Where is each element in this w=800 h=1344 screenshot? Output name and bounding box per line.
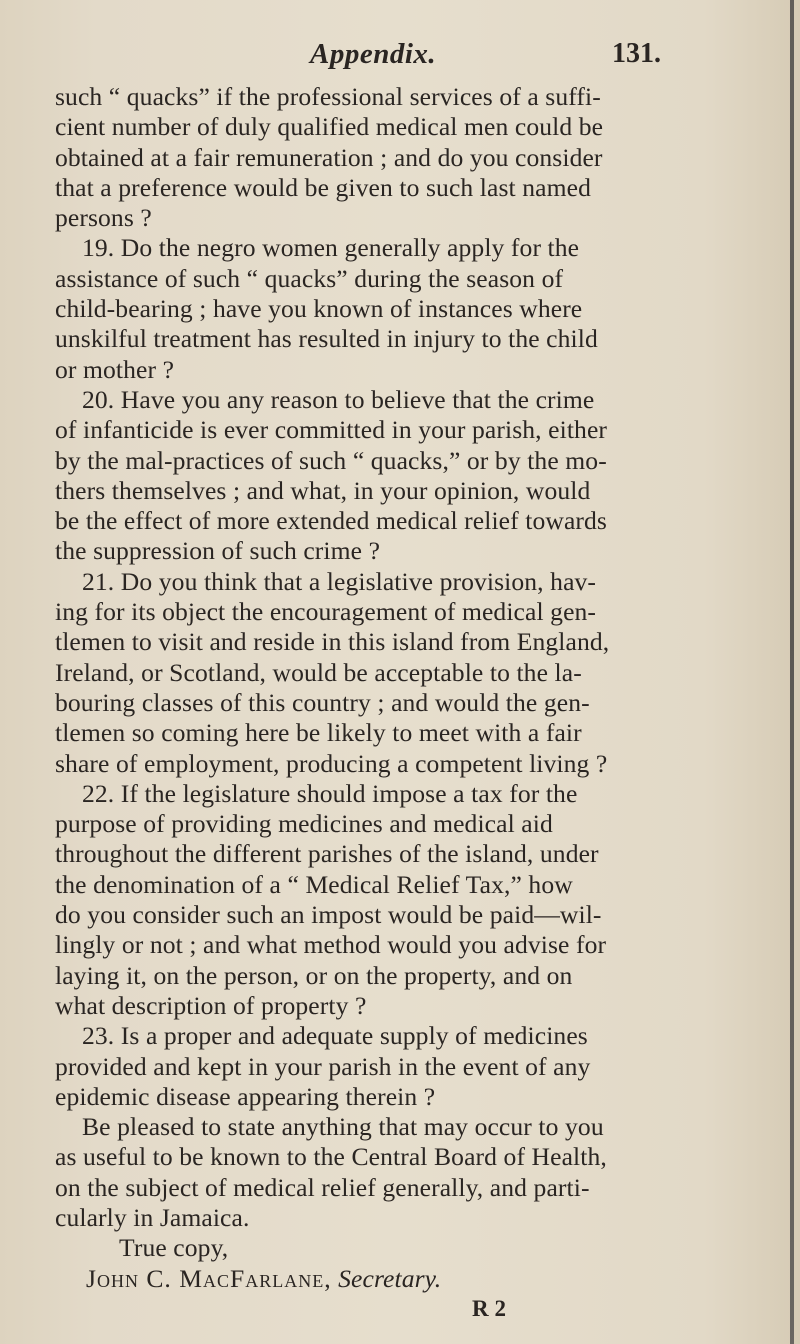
text-line: by the mal-practices of such “ quacks,” or by the mo- xyxy=(55,445,607,475)
text-line: on the subject of medical relief generally, and parti- xyxy=(55,1172,590,1202)
text-line: ing for its object the encouragement of medical gen- xyxy=(55,597,597,627)
text-line: what description of property ? xyxy=(55,990,367,1020)
body-text xyxy=(55,82,767,1324)
text-line: lingly or not ; and what method would you advise for xyxy=(55,930,607,960)
text-line: do you consider such an impost would be paid—wil- xyxy=(55,900,602,930)
text-line: or mother ? xyxy=(55,354,175,384)
question-20-start: 20. Have you any reason to believe that the crime xyxy=(82,384,595,414)
text-line: tlemen to visit and reside in this island from England, xyxy=(55,627,610,657)
text-line: the denomination of a “ Medical Relief Tax,” how xyxy=(55,869,573,899)
text-line: the suppression of such crime ? xyxy=(55,536,381,566)
text-line: cient number of duly qualified medical men could be xyxy=(55,112,604,142)
text-line: provided and kept in your parish in the event of any xyxy=(55,1051,591,1081)
signature-line xyxy=(55,1264,767,1294)
text-line: Ireland, or Scotland, would be acceptable to the la- xyxy=(55,657,582,687)
text-line: that a preference would be given to such last named xyxy=(55,172,591,202)
question-19-start: 19. Do the negro women generally apply for the xyxy=(82,233,580,263)
text-line: thers themselves ; and what, in your opinion, would xyxy=(55,475,591,505)
text-line: purpose of providing medicines and medical aid xyxy=(55,809,553,839)
text-line: share of employment, producing a competent living ? xyxy=(55,748,608,778)
text-line: as useful to be known to the Central Board of Health, xyxy=(55,1142,607,1172)
question-21-start: 21. Do you think that a legislative provision, hav- xyxy=(82,566,597,596)
running-title: Appendix. xyxy=(310,38,437,70)
page-edge-shadow xyxy=(790,0,794,1344)
running-head xyxy=(0,38,800,78)
closing-paragraph-start: Be pleased to state anything that may occur to you xyxy=(82,1112,604,1142)
text-line: unskilful treatment has resulted in injury to the child xyxy=(55,324,598,354)
text-line: obtained at a fair remuneration ; and do you consider xyxy=(55,142,603,172)
text-line: child-bearing ; have you known of instances where xyxy=(55,294,583,324)
text-line: bouring classes of this country ; and would the gen- xyxy=(55,687,590,717)
signatory-title: Secretary. xyxy=(338,1263,442,1293)
signatory-name: John C. MacFarlane, xyxy=(86,1263,332,1293)
text-line: of infanticide is ever committed in your parish, either xyxy=(55,415,608,445)
text-line: be the effect of more extended medical relief towards xyxy=(55,506,607,536)
text-line: laying it, on the person, or on the property, and on xyxy=(55,960,573,990)
text-line: cularly in Jamaica. xyxy=(55,1202,250,1232)
text-line: assistance of such “ quacks” during the season of xyxy=(55,263,564,293)
signature-mark: R 2 xyxy=(472,1295,507,1321)
text-line: epidemic disease appearing therein ? xyxy=(55,1081,436,1111)
question-23-start: 23. Is a proper and adequate supply of medicines xyxy=(82,1021,588,1051)
text-line: such “ quacks” if the professional services of a suffi- xyxy=(55,82,601,111)
question-22-start: 22. If the legislature should impose a tax for the xyxy=(82,778,578,808)
text-line: throughout the different parishes of the island, under xyxy=(55,839,599,869)
true-copy-line: True copy, xyxy=(119,1233,229,1263)
page-number: 131. xyxy=(612,38,661,69)
text-line: persons ? xyxy=(55,203,152,233)
text-line: tlemen so coming here be likely to meet with a fair xyxy=(55,718,582,748)
